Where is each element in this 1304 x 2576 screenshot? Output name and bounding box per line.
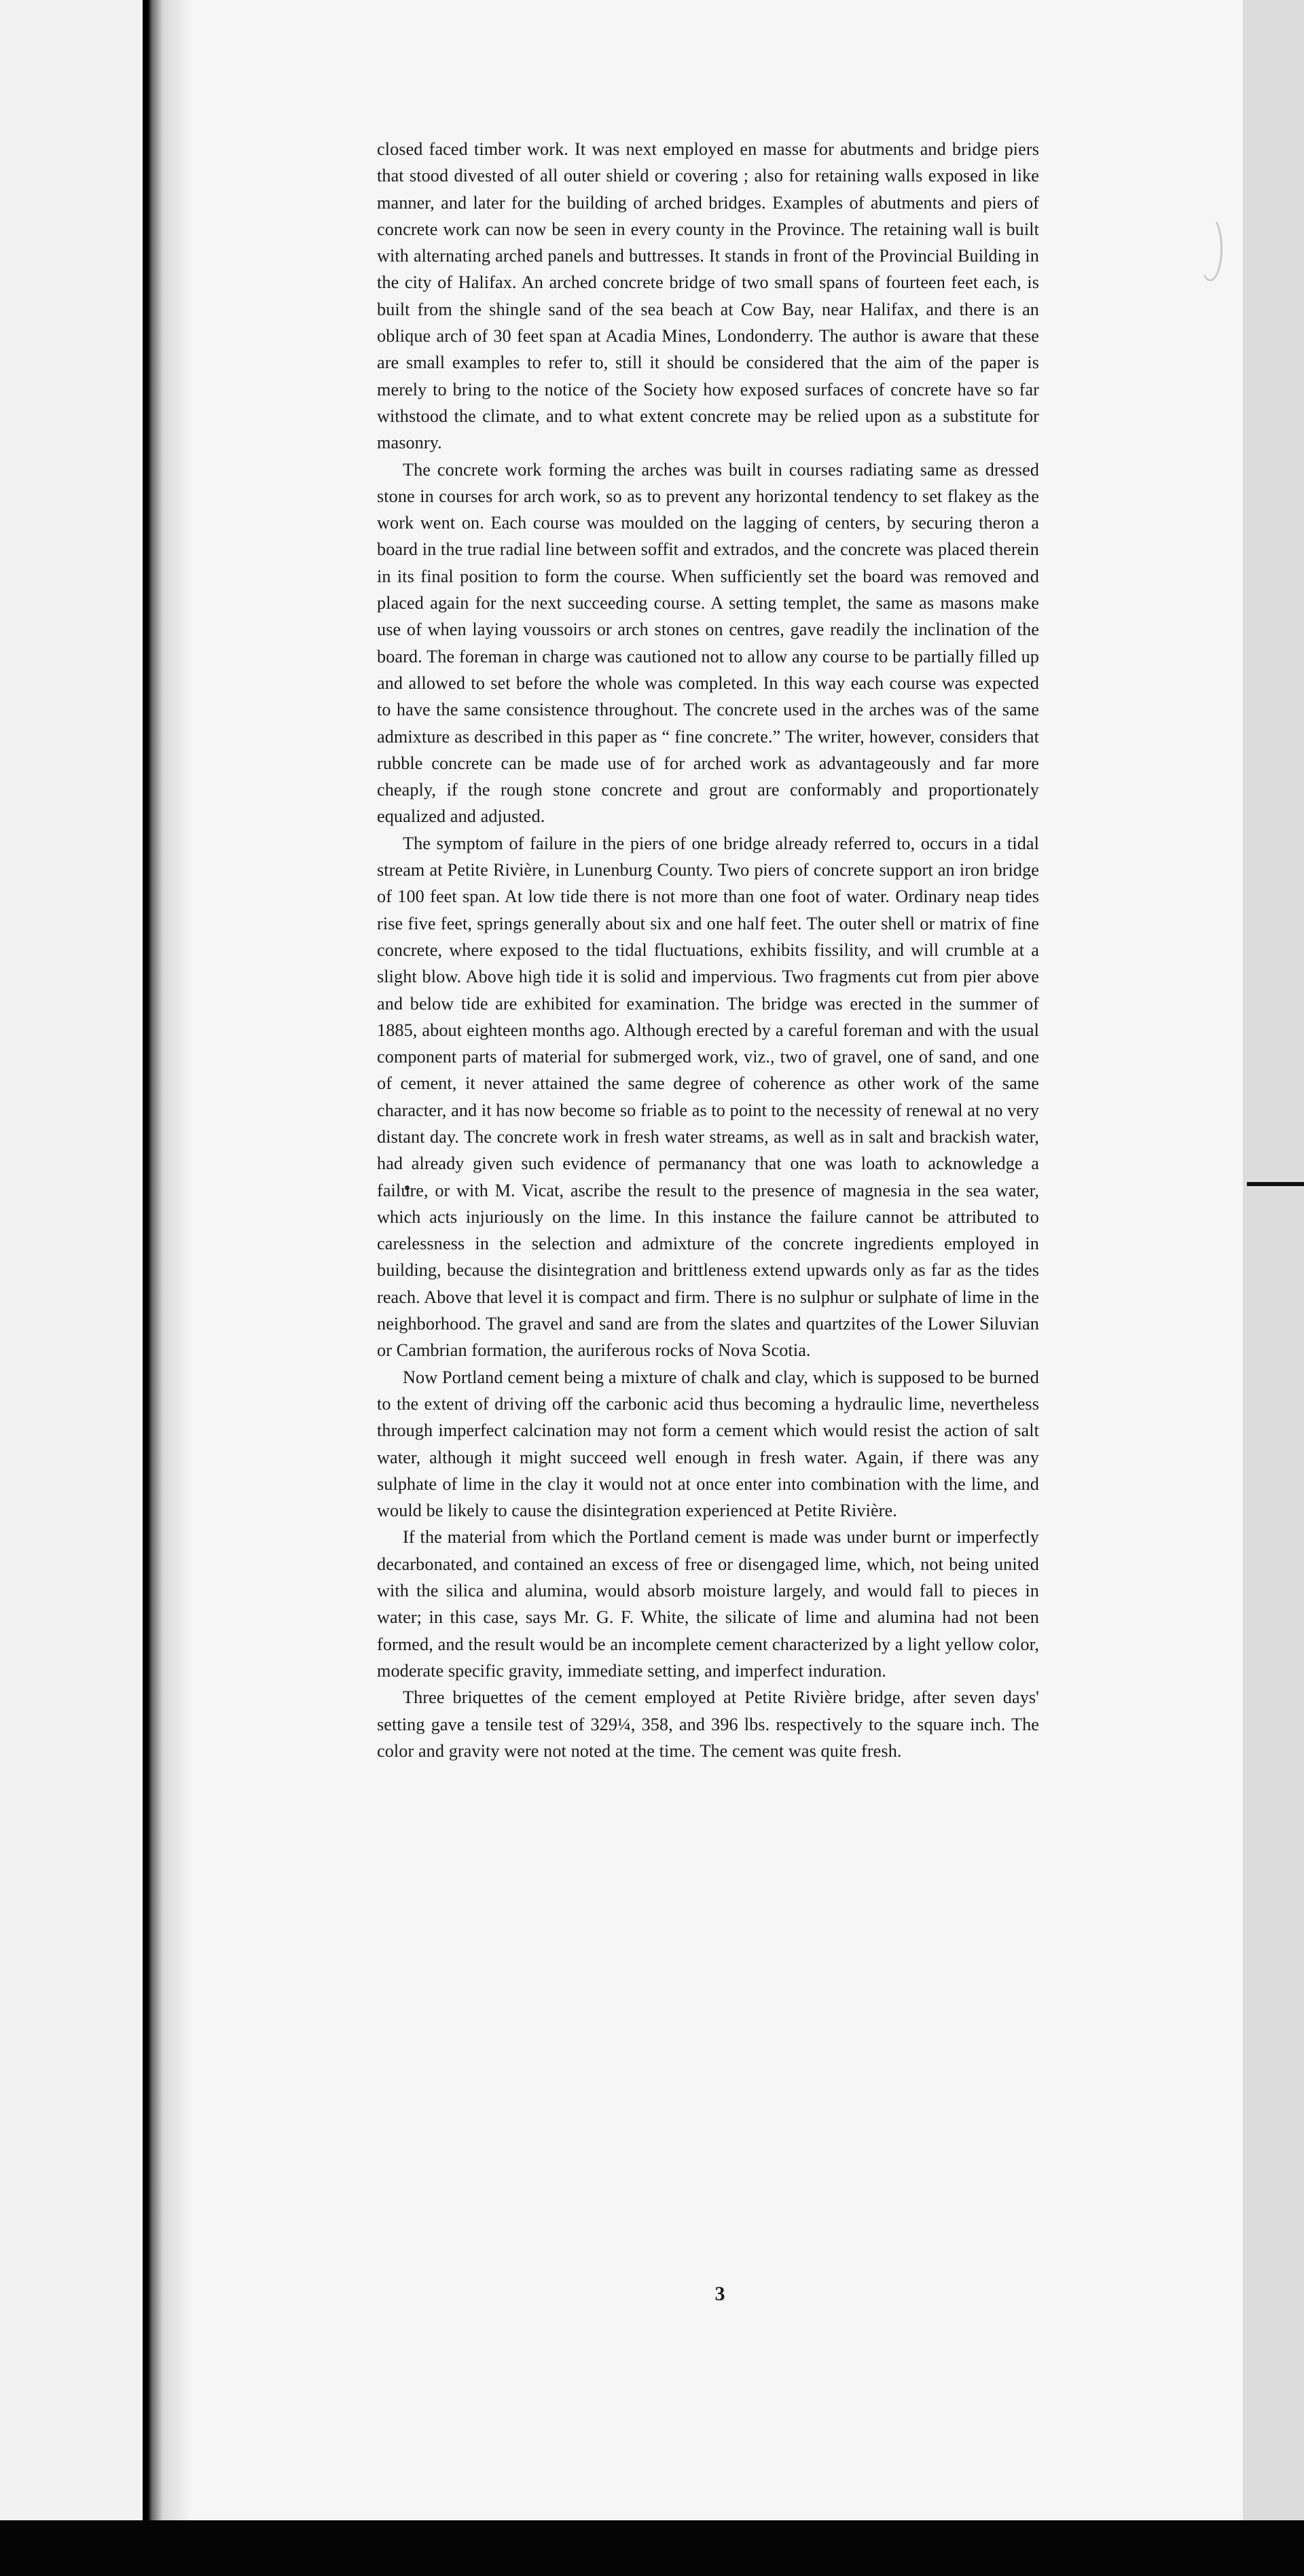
paragraph-5: If the material from which the Portland cement is made was under burnt or imperfectly decarbonated, and contained an excess of free or disengaged lime, which, not being united with the silica and alumina, would absorb moisture largely, and would fall to pieces in water; in this case, says Mr. G. F. White, the silicate of lime and alumina had not been formed, and the result would be an incomplete cement characterized by a light yellow color, moderate specific gravity, immediate setting, and imperfect induration. (377, 1527, 1039, 1681)
paragraph-3: The symptom of failure in the piers of one bridge already referred to, occurs in a tidal stream at Petite Rivière, in Lunenburg County. Two piers of concrete support an iron bridge of 100 feet span. At low tide there is not more than one foot of water. Ordinary neap tides rise five feet, springs generally about six and one half feet. The outer shell or matrix of fine concrete, where exposed to the tidal fluctuations, exhibits fissility, and will crumble at a slight blow. Above high tide it is solid and impervious. Two fragments cut from pier above and below tide are exhibited for examination. The bridge was erected in the summer of 1885, about eighteen months ago. Although erected by a careful foreman and with the usual component parts of material for submerged work, viz., two of gravel, one of sand, and one of cement, it never attained the same degree of coherence as other work of the same character, and it has now become so friable as to point to the necessity of renewal at no very distant day. The concrete work in fresh water streams, as well as in salt and brackish water, had already given such evidence of permanancy that one was loath to acknowledge a failure, or with M. Vicat, ascribe the result to the presence of magnesia in the sea water, which acts injuriously on the lime. In this instance the failure cannot be attributed to carelessness in the selection and admixture of the concrete ingredients employed in building, because the disintegration and brittleness extend upwards only as far as the tides reach. Above that level it is compact and firm. There is no sulphur or sulphate of lime in the neighborhood. The gravel and sand are from the slates and quartzites of the Lower Siluvian or Cambrian formation, the auriferous rocks of Nova Scotia. (377, 833, 1039, 1361)
body-text (377, 136, 1039, 1764)
facing-page-left (0, 0, 151, 2520)
margin-mark-rule (1247, 1182, 1304, 1186)
page-number: 3 (714, 2283, 725, 2305)
pencil-mark (1198, 216, 1222, 281)
paragraph-6: Three briquettes of the cement employed at Petite Rivière bridge, after seven days' setting gave a tensile test of 329¼, 358, and 396 lbs. respectively to the square inch. The color and gravity were not noted at the time. The cement was quite fresh. (377, 1687, 1039, 1761)
paragraph-1: closed faced timber work. It was next employed en masse for abutments and bridge piers that stood divested of all outer shield or covering ; also for retaining walls exposed in like manner, and later for the building of arched bridges. Examples of abutments and piers of concrete work can now be seen in every county in the Province. The retaining wall is built with alternating arched panels and buttresses. It stands in front of the Provincial Building in the city of Halifax. An arched concrete bridge of two small spans of fourteen feet each, is built from the shingle sand of the sea beach at Cow Bay, near Halifax, and there is an oblique arch of 30 feet span at Acadia Mines, Londonderry. The author is aware that these are small examples to refer to, still it should be considered that the aim of the paper is merely to bring to the notice of the Society how exposed surfaces of concrete have so far withstood the climate, and to what extent concrete may be relied upon as a substitute for masonry. (377, 139, 1039, 453)
paragraph-2: The concrete work forming the arches was built in courses radiating same as dressed stone in courses for arch work, so as to prevent any horizontal tendency to set flakey as the work went on. Each course was moulded on the lagging of centers, by securing theron a board in the true radial line between soffit and extrados, and the concrete was placed therein in its final position to form the course. When sufficiently set the board was removed and placed again for the next succeeding course. A setting templet, the same as masons make use of when laying voussoirs or arch stones on centres, gave readily the inclination of the board. The foreman in charge was cautioned not to allow any course to be partially filled up and allowed to set before the whole was completed. In this way each course was expected to have the same consistence throughout. The concrete used in the arches was of the same admixture as described in this paper as “ fine concrete.” The writer, however, considers that rubble concrete can be made use of for arched work as advantageously and far more cheaply, if the rough stone concrete and grout are conformably and proportionately equalized and adjusted. (377, 459, 1039, 827)
book-gutter-shadow (143, 0, 190, 2520)
scan-bottom-edge (0, 2520, 1304, 2576)
paragraph-4: Now Portland cement being a mixture of chalk and clay, which is supposed to be burned to the extent of driving off the carbonic acid thus becoming a hydraulic lime, nevertheless through imperfect calcination may not form a cement which would resist the action of salt water, although it might succeed well enough in fresh water. Again, if there was any sulphate of lime in the clay it would not at once enter into combination with the lime, and would be likely to cause the disintegration experienced at Petite Rivière. (377, 1367, 1039, 1521)
scan-right-margin (1243, 0, 1304, 2520)
